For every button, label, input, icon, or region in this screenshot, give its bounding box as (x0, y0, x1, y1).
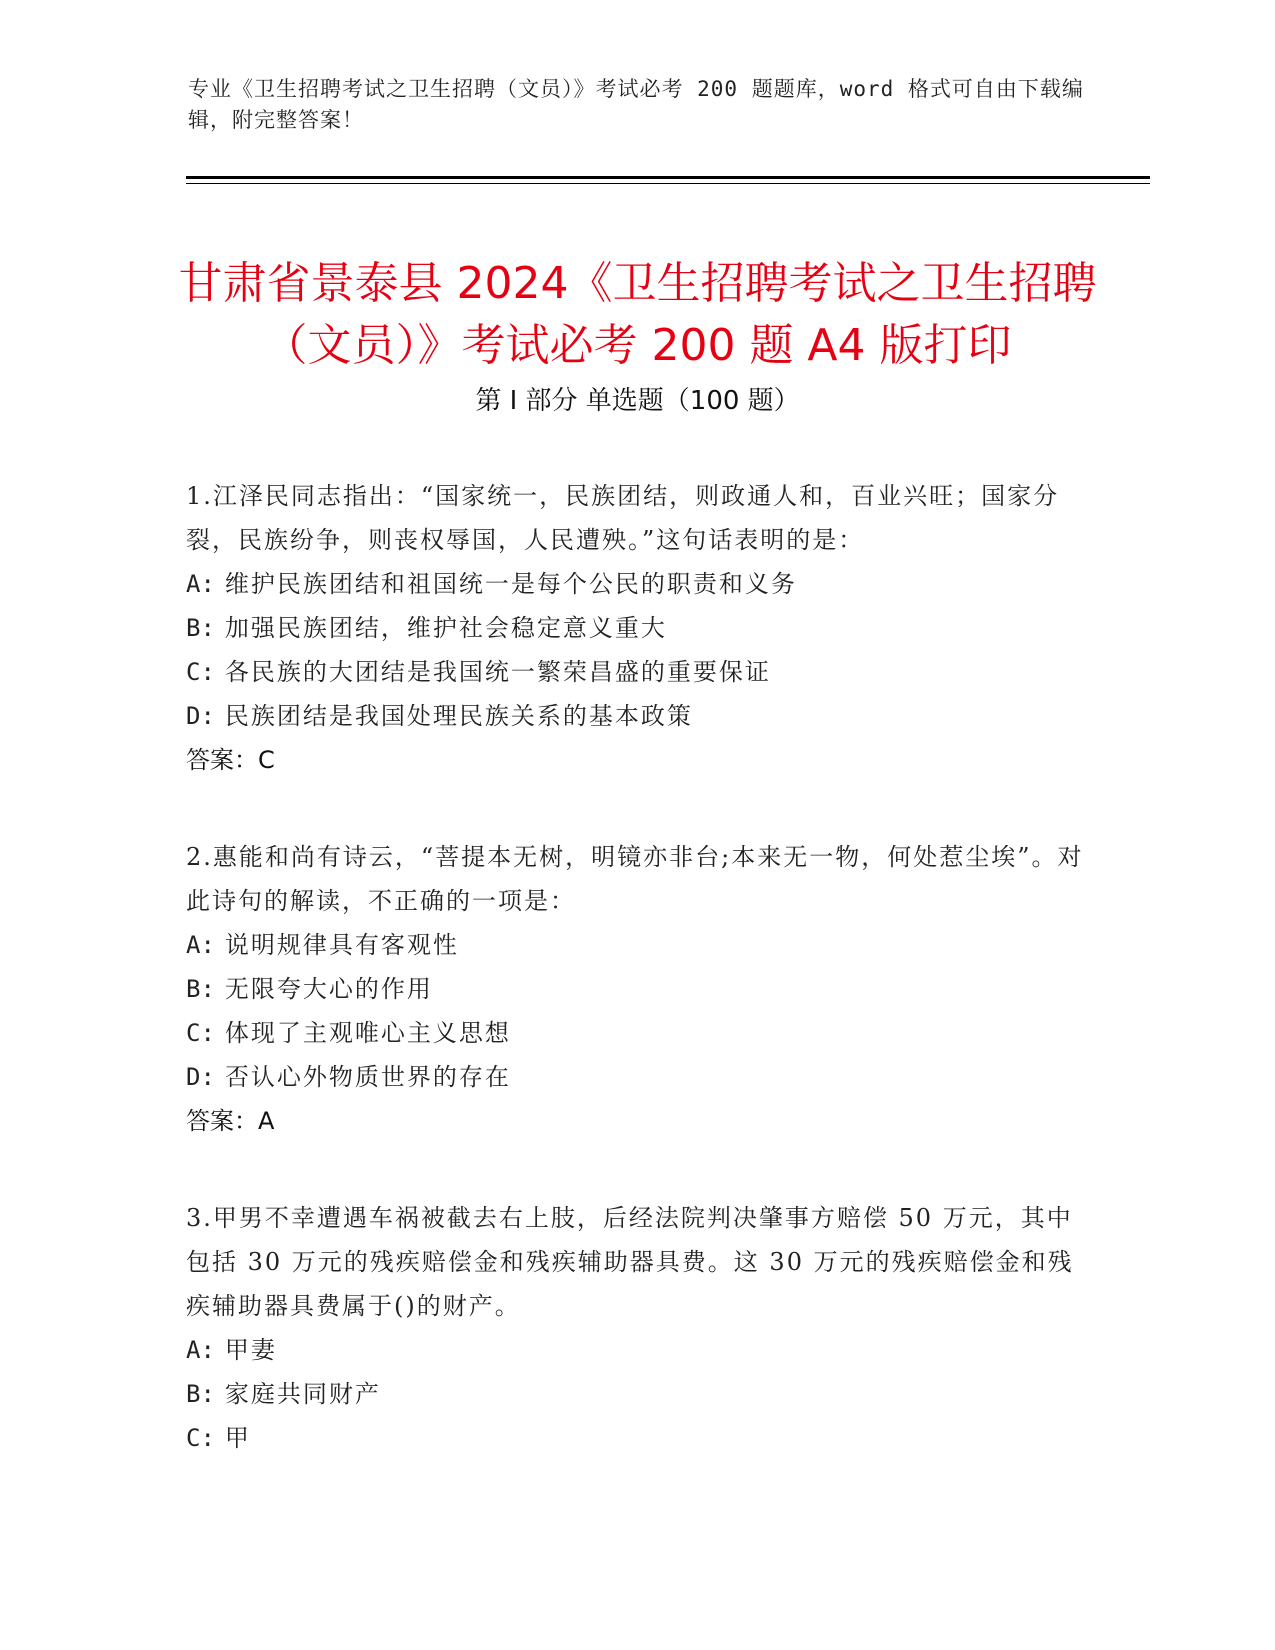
option-text: 各民族的大团结是我国统一繁荣昌盛的重要保证 (224, 658, 771, 686)
option-c (186, 1416, 1086, 1460)
option-text: 民族团结是我国处理民族关系的基本政策 (224, 702, 693, 730)
header-divider-thin (186, 183, 1150, 184)
question-stem: 2.惠能和尚有诗云，“菩提本无树，明镜亦非台;本来无一物，何处惹尘埃”。对此诗句的解读，不正确的一项是： (186, 843, 1084, 915)
option-text: 否认心外物质世界的存在 (224, 1063, 511, 1091)
option-text: 体现了主观唯心主义思想 (224, 1019, 511, 1047)
answer-line: 答案：C (186, 746, 275, 774)
option-key: D: (186, 1063, 215, 1091)
option-a (186, 1328, 1086, 1372)
option-b (186, 1372, 1086, 1416)
option-d (186, 694, 1086, 738)
option-b (186, 606, 1086, 650)
question-stem: 1.江泽民同志指出：“国家统一，民族团结，则政通人和，百业兴旺；国家分裂，民族纷争，则丧权辱国，人民遭殃。”这句话表明的是： (186, 482, 1060, 554)
option-key: B: (186, 975, 215, 1003)
option-a (186, 923, 1086, 967)
question-2 (186, 835, 1086, 1143)
option-text: 加强民族团结，维护社会稳定意义重大 (224, 614, 667, 642)
option-a (186, 562, 1086, 606)
document-title: 甘肃省景泰县 2024《卫生招聘考试之卫生招聘（文员）》考试必考 200 题 A4 版打印 (178, 258, 1097, 372)
question-1 (186, 474, 1086, 782)
section-heading: 第 I 部分 单选题（100 题） (475, 386, 800, 416)
option-key: C: (186, 1424, 215, 1452)
option-text: 甲 (224, 1424, 251, 1452)
option-key: A: (186, 570, 215, 598)
option-key: A: (186, 931, 215, 959)
option-key: A: (186, 1336, 215, 1364)
option-key: B: (186, 614, 215, 642)
option-c (186, 650, 1086, 694)
option-b (186, 967, 1086, 1011)
option-key: D: (186, 702, 215, 730)
option-text: 说明规律具有客观性 (224, 931, 459, 959)
option-c (186, 1011, 1086, 1055)
header-note: 专业《卫生招聘考试之卫生招聘（文员）》考试必考 200 题题库，word 格式可自由下载编辑，附完整答案！ (188, 77, 1084, 132)
header-divider-thick (186, 176, 1150, 179)
option-key: C: (186, 1019, 215, 1047)
option-text: 无限夸大心的作用 (224, 975, 433, 1003)
option-d (186, 1055, 1086, 1099)
question-3 (186, 1196, 1086, 1460)
option-text: 家庭共同财产 (224, 1380, 381, 1408)
option-text: 维护民族团结和祖国统一是每个公民的职责和义务 (224, 570, 797, 598)
question-stem: 3.甲男不幸遭遇车祸被截去右上肢，后经法院判决肇事方赔偿 50 万元，其中包括 30 万元的残疾赔偿金和残疾辅助器具费。这 30 万元的残疾赔偿金和残疾辅助器具费属于()的财产。 (186, 1204, 1074, 1320)
option-text: 甲妻 (224, 1336, 277, 1364)
option-key: C: (186, 658, 215, 686)
answer-line: 答案：A (186, 1107, 275, 1135)
option-key: B: (186, 1380, 215, 1408)
